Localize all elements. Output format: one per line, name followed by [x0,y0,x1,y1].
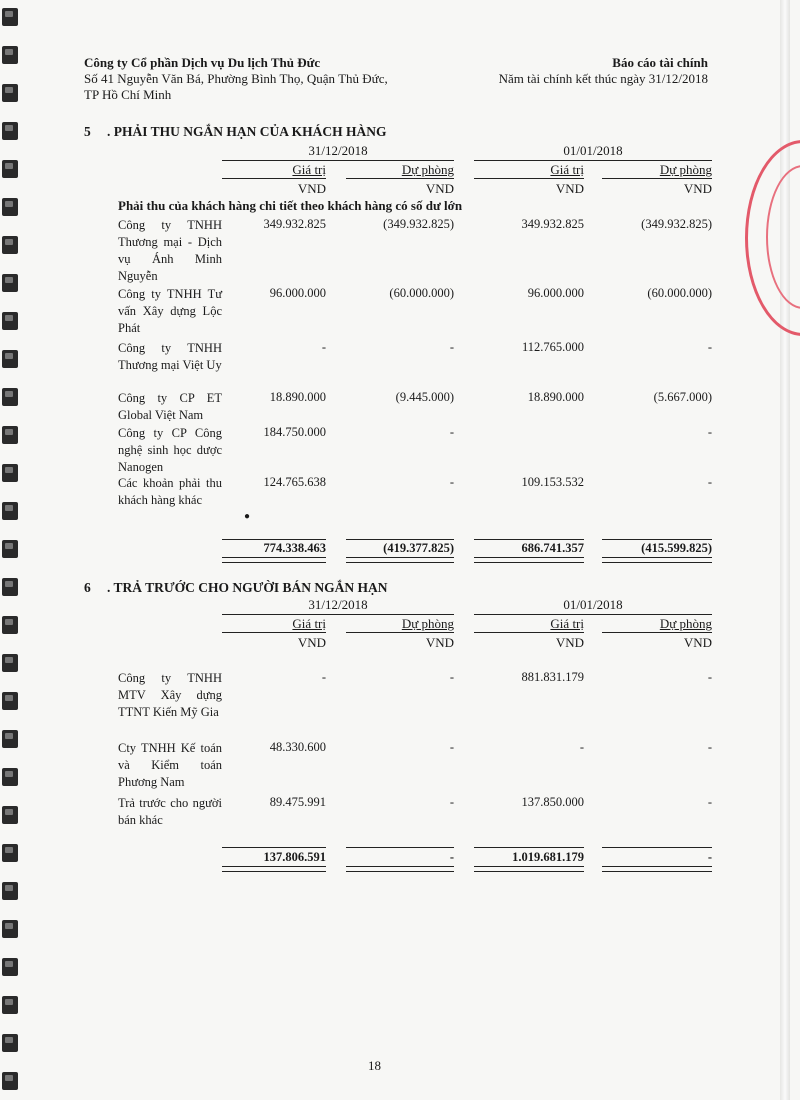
rule [602,847,712,848]
table-cell: 124.765.638 [263,475,326,489]
section6-date2: 01/01/2018 [563,597,623,612]
table-cell: (349.932.825) [383,217,454,231]
table-cell: - [707,475,712,489]
table-cell: - [449,670,454,684]
total-cell: 686.741.357 [521,541,584,555]
col-provision-header: Dự phòng [659,616,712,631]
ink-speck: ● [244,511,251,522]
table-row-label: Trả trước cho người bán khác [118,796,222,827]
table-cell: 349.932.825 [263,217,326,231]
binding-ring [2,274,18,292]
double-rule [474,866,584,872]
section5-date2: 01/01/2018 [563,143,623,158]
binding-ring [2,502,18,520]
binding-ring [2,692,18,710]
table-cell: - [707,795,712,809]
total-cell: 1.019.681.179 [512,850,584,864]
table-cell: - [449,795,454,809]
table-row-label: Công ty TNHH MTV Xây dựng TTNT Kiến Mỹ Gia [118,671,222,719]
table-cell: 881.831.179 [521,670,584,684]
binding-ring [2,958,18,976]
binding-ring [2,768,18,786]
col-value-header: Giá trị [292,162,326,177]
table-cell: (9.445.000) [395,390,454,404]
table-cell: 89.475.991 [269,795,326,809]
table-cell: 137.850.000 [521,795,584,809]
rule [346,847,454,848]
binding-ring [2,236,18,254]
table-cell: 349.932.825 [521,217,584,231]
section6-date1: 31/12/2018 [308,597,368,612]
binding-ring [2,464,18,482]
table-cell: 184.750.000 [263,425,326,439]
binding-ring [2,844,18,862]
col-provision-header: Dự phòng [401,616,454,631]
company-stamp [745,140,800,336]
binding-ring [2,8,18,26]
col-provision-header: Dự phòng [659,162,712,177]
total-cell: 774.338.463 [263,541,326,555]
fiscal-year: Năm tài chính kết thúc ngày 31/12/2018 [498,71,708,86]
binding-ring [2,388,18,406]
table-cell: - [449,340,454,354]
double-rule [474,557,584,563]
binding-ring [2,806,18,824]
rule [222,160,454,161]
double-rule [346,866,454,872]
report-title: Báo cáo tài chính [612,55,708,70]
table-row-label: Cty TNHH Kế toán và Kiểm toán Phương Nam [118,741,222,789]
rule [602,632,712,633]
col-value-header: Giá trị [550,162,584,177]
table-cell: - [707,670,712,684]
company-address-line1: Số 41 Nguyễn Văn Bá, Phường Bình Thọ, Quận Thủ Đức, [84,71,388,86]
rule [222,178,326,179]
binding-ring [2,350,18,368]
table-cell: - [449,475,454,489]
rule [602,539,712,540]
section5-title: . PHẢI THU NGẮN HẠN CỦA KHÁCH HÀNG [107,124,387,139]
binding-ring [2,540,18,558]
binding-ring [2,882,18,900]
binding-ring [2,996,18,1014]
currency-label: VND [555,181,584,196]
section5-subheading: Phải thu của khách hàng chi tiết theo khách hàng có số dư lớn [118,198,463,213]
binding-ring [2,654,18,672]
binding-ring [2,730,18,748]
table-cell: 18.890.000 [527,390,584,404]
currency-label: VND [683,181,712,196]
table-cell: 96.000.000 [269,286,326,300]
binding-ring [2,920,18,938]
table-cell: 112.765.000 [521,340,584,354]
currency-label: VND [683,635,712,650]
company-name: Công ty Cổ phần Dịch vụ Du lịch Thủ Đức [84,55,321,70]
binding-ring [2,426,18,444]
currency-label: VND [297,181,326,196]
table-cell: - [449,740,454,754]
total-cell: - [707,850,712,864]
binding-ring [2,578,18,596]
rule [222,614,454,615]
col-provision-header: Dự phòng [401,162,454,177]
section5-date1: 31/12/2018 [308,143,368,158]
currency-label: VND [297,635,326,650]
col-value-header: Giá trị [292,616,326,631]
page-number: 18 [368,1058,381,1073]
table-row-label: Công ty CP ET Global Việt Nam [118,391,222,422]
total-cell: - [449,850,454,864]
rule [474,178,584,179]
rule [346,178,454,179]
binding-ring [2,1072,18,1090]
binding-ring [2,312,18,330]
binding-ring [2,46,18,64]
rule [222,539,326,540]
table-cell: - [321,340,326,354]
table-cell: - [579,740,584,754]
currency-label: VND [425,635,454,650]
table-row-label: Công ty TNHH Thương mại Việt Uy [118,341,222,372]
table-cell: 96.000.000 [527,286,584,300]
rule [474,539,584,540]
double-rule [222,557,326,563]
table-cell: (5.667.000) [653,390,712,404]
double-rule [222,866,326,872]
col-value-header: Giá trị [550,616,584,631]
table-cell: (60.000.000) [647,286,712,300]
section5-number: 5 [84,124,91,139]
binding-ring [2,198,18,216]
table-cell: (349.932.825) [641,217,712,231]
rule [474,847,584,848]
rule [474,160,712,161]
binding-ring [2,160,18,178]
rule [222,632,326,633]
double-rule [602,557,712,563]
total-cell: (415.599.825) [641,541,712,555]
rule [474,614,712,615]
currency-label: VND [425,181,454,196]
binding-ring [2,122,18,140]
binding-ring [2,84,18,102]
table-cell: 18.890.000 [269,390,326,404]
section6-title: . TRẢ TRƯỚC CHO NGƯỜI BÁN NGẮN HẠN [107,580,388,595]
table-cell: (60.000.000) [389,286,454,300]
section6-number: 6 [84,580,91,595]
rule [222,847,326,848]
rule [474,632,584,633]
rule [346,632,454,633]
table-cell: 109.153.532 [521,475,584,489]
table-row-label: Các khoản phải thu khách hàng khác [118,476,222,507]
table-cell: 48.330.600 [269,740,326,754]
table-row-label: Công ty TNHH Tư vấn Xây dựng Lộc Phát [118,287,222,335]
currency-label: VND [555,635,584,650]
total-cell: (419.377.825) [383,541,454,555]
table-row-label: Công ty TNHH Thương mại - Dịch vụ Ánh Minh Nguyễn [118,218,222,283]
double-rule [346,557,454,563]
table-cell: - [449,425,454,439]
table-row-label: Công ty CP Công nghệ sinh học dược Nanogen [118,426,222,474]
binding-ring [2,616,18,634]
table-cell: - [707,740,712,754]
double-rule [602,866,712,872]
total-cell: 137.806.591 [263,850,326,864]
stamp-inner-ring [766,165,800,309]
table-cell: - [321,670,326,684]
company-address-line2: TP Hồ Chí Minh [84,87,172,102]
rule [346,539,454,540]
table-cell: - [707,340,712,354]
rule [602,178,712,179]
table-cell: - [707,425,712,439]
spiral-binding [0,0,22,1100]
binding-ring [2,1034,18,1052]
